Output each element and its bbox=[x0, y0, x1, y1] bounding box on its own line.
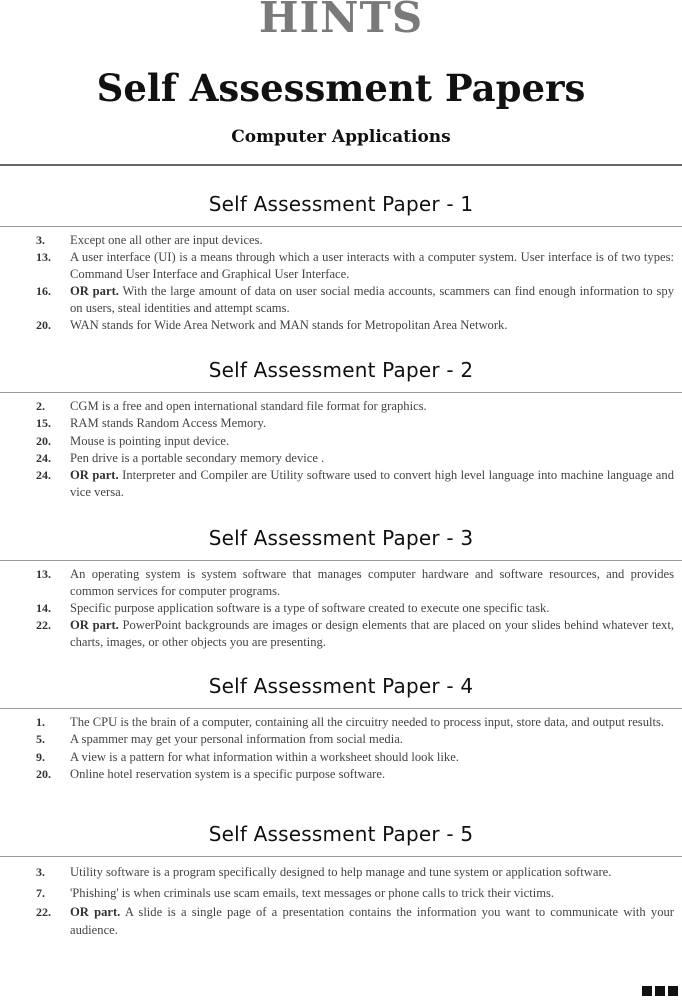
question-number: 5. bbox=[36, 732, 45, 747]
section-paper-5 bbox=[0, 818, 682, 940]
hint-text bbox=[70, 766, 678, 783]
list-item bbox=[0, 766, 682, 783]
section-divider bbox=[0, 856, 682, 857]
page-end-marker bbox=[642, 986, 678, 996]
or-part-label: OR part. bbox=[70, 284, 119, 299]
list-item bbox=[0, 903, 682, 939]
question-number: 9. bbox=[36, 749, 45, 764]
hint-text bbox=[70, 415, 678, 432]
page-title: Self Assessment Papers bbox=[96, 66, 586, 110]
question-number: 3. bbox=[36, 233, 45, 247]
list-item bbox=[0, 283, 682, 317]
hint-body: A user interface (UI) is a means through which a user interacts with a computer system. User interface is of two types: Command User Interface and Graphical User Interface. bbox=[70, 250, 674, 282]
section-title: Self Assessment Paper - 4 bbox=[208, 674, 474, 698]
question-number: 15. bbox=[36, 416, 51, 431]
hint-text bbox=[70, 283, 678, 317]
page-subtitle: Computer Applications bbox=[231, 127, 451, 147]
question-number: 13. bbox=[36, 250, 51, 265]
list-item bbox=[0, 415, 682, 432]
list-item bbox=[0, 467, 682, 501]
hint-text bbox=[70, 883, 678, 903]
hint-list bbox=[0, 566, 682, 651]
question-number: 7. bbox=[36, 885, 45, 900]
hint-body: A spammer may get your personal information from social media. bbox=[70, 732, 403, 747]
hint-body: Mouse is pointing input device. bbox=[70, 433, 230, 448]
section-paper-1 bbox=[0, 188, 682, 335]
hint-text bbox=[70, 249, 678, 283]
hint-body: 'Phishing' is when criminals use scam emails, text messages or phone calls to trick their victims. bbox=[70, 885, 555, 900]
hint-text bbox=[70, 617, 678, 651]
hint-text bbox=[70, 600, 678, 617]
list-item bbox=[0, 883, 682, 903]
section-title: Self Assessment Paper - 1 bbox=[208, 192, 474, 216]
list-item bbox=[0, 862, 682, 882]
list-item bbox=[0, 731, 682, 748]
hint-body: Specific purpose application software is a type of software created to execute one specific task. bbox=[70, 601, 550, 616]
hint-list bbox=[0, 862, 682, 939]
section-title: Self Assessment Paper - 5 bbox=[208, 822, 474, 846]
hint-text bbox=[70, 749, 678, 766]
question-number: 20. bbox=[36, 766, 51, 781]
section-divider bbox=[0, 392, 682, 393]
hint-text bbox=[70, 862, 678, 882]
question-number: 14. bbox=[36, 601, 51, 616]
hint-text bbox=[70, 232, 678, 249]
hint-body: Pen drive is a portable secondary memory device . bbox=[70, 450, 325, 465]
hint-body: The CPU is the brain of a computer, containing all the circuitry needed to process input, store data, and output results. bbox=[70, 715, 665, 729]
hint-text bbox=[70, 398, 678, 415]
square-icon bbox=[642, 986, 652, 996]
hint-body: Except one all other are input devices. bbox=[70, 233, 263, 247]
question-number: 22. bbox=[36, 905, 51, 919]
hint-text bbox=[70, 317, 678, 334]
hint-list bbox=[0, 398, 682, 501]
hint-body: Interpreter and Compiler are Utility software used to convert high level language into machine language and vice versa. bbox=[70, 468, 674, 499]
question-number: 20. bbox=[36, 318, 51, 333]
section-divider bbox=[0, 226, 682, 227]
list-item bbox=[0, 232, 682, 249]
question-number: 20. bbox=[36, 433, 51, 448]
or-part-label: OR part. bbox=[70, 618, 119, 633]
section-paper-4 bbox=[0, 670, 682, 783]
hint-text bbox=[70, 903, 678, 939]
hint-text bbox=[70, 467, 678, 501]
question-number: 16. bbox=[36, 284, 51, 299]
hint-body: CGM is a free and open international standard file format for graphics. bbox=[70, 399, 427, 413]
list-item bbox=[0, 317, 682, 334]
hint-text bbox=[70, 731, 678, 748]
or-part-label: OR part. bbox=[70, 905, 121, 919]
question-number: 24. bbox=[36, 468, 51, 483]
section-title: Self Assessment Paper - 2 bbox=[208, 358, 474, 382]
hint-body: A slide is a single page of a presentation contains the information you want to communicate with your audience. bbox=[70, 905, 674, 937]
question-number: 3. bbox=[36, 865, 45, 879]
hints-heading: HINTS bbox=[258, 0, 424, 42]
section-title: Self Assessment Paper - 3 bbox=[208, 526, 474, 550]
list-item bbox=[0, 433, 682, 450]
list-item bbox=[0, 398, 682, 415]
or-part-label: OR part. bbox=[70, 468, 119, 483]
section-divider bbox=[0, 560, 682, 561]
hint-body: An operating system is system software that manages computer hardware and software resources, and provides common services for computer programs. bbox=[70, 567, 674, 598]
hint-list bbox=[0, 232, 682, 334]
list-item bbox=[0, 566, 682, 600]
hint-body: Utility software is a program specifically designed to help manage and tune system or application software. bbox=[70, 865, 612, 879]
hint-body: RAM stands Random Access Memory. bbox=[70, 416, 267, 431]
hint-text bbox=[70, 566, 678, 600]
list-item bbox=[0, 600, 682, 617]
hint-body: WAN stands for Wide Area Network and MAN stands for Metropolitan Area Network. bbox=[70, 318, 508, 333]
hint-list bbox=[0, 714, 682, 783]
question-number: 24. bbox=[36, 450, 51, 465]
square-icon bbox=[668, 986, 678, 996]
question-number: 1. bbox=[36, 715, 45, 729]
question-number: 13. bbox=[36, 567, 51, 581]
hint-body: Online hotel reservation system is a specific purpose software. bbox=[70, 766, 386, 781]
hint-body: With the large amount of data on user social media accounts, scammers can find enough information to spy on users, steal identities and attempt scams. bbox=[70, 284, 674, 316]
square-icon bbox=[655, 986, 665, 996]
header-divider bbox=[0, 164, 682, 166]
list-item bbox=[0, 714, 682, 731]
question-number: 2. bbox=[36, 399, 45, 413]
section-paper-3 bbox=[0, 522, 682, 651]
hint-text bbox=[70, 714, 678, 731]
hint-body: PowerPoint backgrounds are images or design elements that are placed on your slides behind whatever text, charts, images, or other objects you are presenting. bbox=[70, 618, 674, 650]
hint-body: A view is a pattern for what information within a worksheet should look like. bbox=[70, 749, 459, 764]
section-paper-2 bbox=[0, 354, 682, 501]
question-number: 22. bbox=[36, 618, 51, 633]
hint-text bbox=[70, 433, 678, 450]
list-item bbox=[0, 749, 682, 766]
list-item bbox=[0, 249, 682, 283]
section-divider bbox=[0, 708, 682, 709]
list-item bbox=[0, 450, 682, 467]
hint-text bbox=[70, 450, 678, 467]
list-item bbox=[0, 617, 682, 651]
